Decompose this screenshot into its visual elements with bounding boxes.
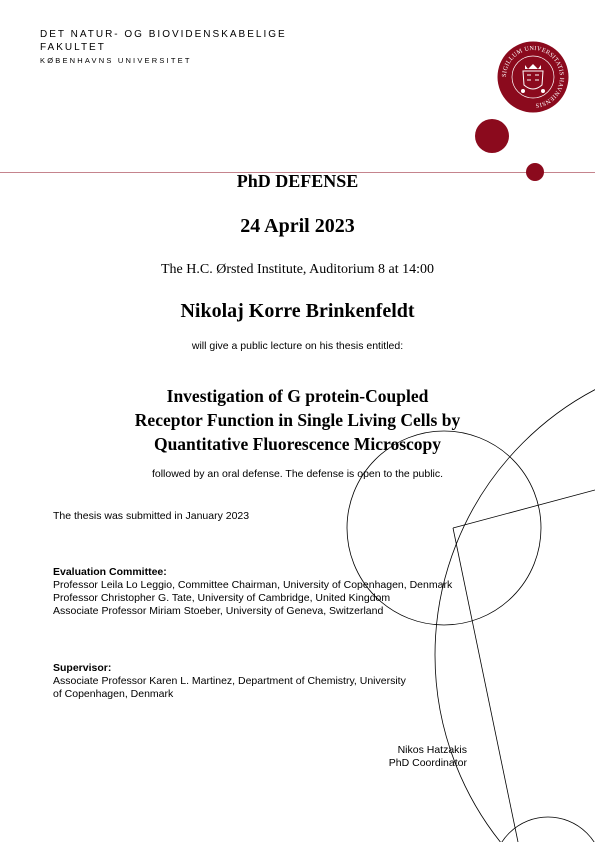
defense-date: 24 April 2023 <box>240 215 355 237</box>
decor-circle-bottom <box>493 817 595 842</box>
decor-line-2 <box>453 528 518 842</box>
coordinator-name: Nikos Hatzakis <box>397 744 467 756</box>
faculty-name-line2: FAKULTET <box>40 42 106 53</box>
supervisor-section <box>53 662 406 701</box>
submission-note: The thesis was submitted in January 2023 <box>53 510 250 522</box>
faculty-name-line1: DET NATUR- OG BIOVIDENSKABELIGE <box>40 29 287 40</box>
thesis-title-line: Receptor Function in Single Living Cells by <box>134 410 461 430</box>
thesis-title-line: Investigation of G protein-Coupled <box>166 386 429 406</box>
university-seal-logo <box>497 41 569 113</box>
defense-venue: The H.C. Ørsted Institute, Auditorium 8 at 14:00 <box>161 262 434 277</box>
decor-dot-large <box>475 119 509 153</box>
coordinator-role: PhD Coordinator <box>388 757 467 769</box>
thesis-title-line: Quantitative Fluorescence Microscopy <box>153 434 442 454</box>
committee-member: Professor Christopher G. Tate, University of Cambridge, United Kingdom <box>53 592 391 604</box>
evaluation-committee <box>53 566 452 618</box>
evaluation-heading: Evaluation Committee: <box>53 566 167 578</box>
candidate-name: Nikolaj Korre Brinkenfeldt <box>180 300 415 322</box>
committee-member: Professor Leila Lo Leggio, Committee Chairman, University of Copenhagen, Denmark <box>53 579 453 591</box>
coordinator-signature <box>300 744 467 770</box>
seal-lettering: SIGILLUM UNIVERSITATIS HAVNIENSIS <box>500 44 566 109</box>
supervisor-line: of Copenhagen, Denmark <box>53 688 174 700</box>
university-name: KØBENHAVNS UNIVERSITET <box>40 56 192 65</box>
supervisor-line: Associate Professor Karen L. Martinez, Department of Chemistry, University <box>53 675 406 687</box>
lecture-intro: will give a public lecture on his thesis entitled: <box>191 340 404 352</box>
thesis-title <box>0 384 595 456</box>
supervisor-heading: Supervisor: <box>53 662 112 674</box>
announcement-heading: PhD DEFENSE <box>236 171 359 191</box>
decor-line-1 <box>453 490 595 528</box>
committee-member: Associate Professor Miriam Stoeber, University of Geneva, Switzerland <box>53 605 384 617</box>
faculty-header <box>40 28 287 67</box>
defense-note: followed by an oral defense. The defense is open to the public. <box>151 468 444 480</box>
